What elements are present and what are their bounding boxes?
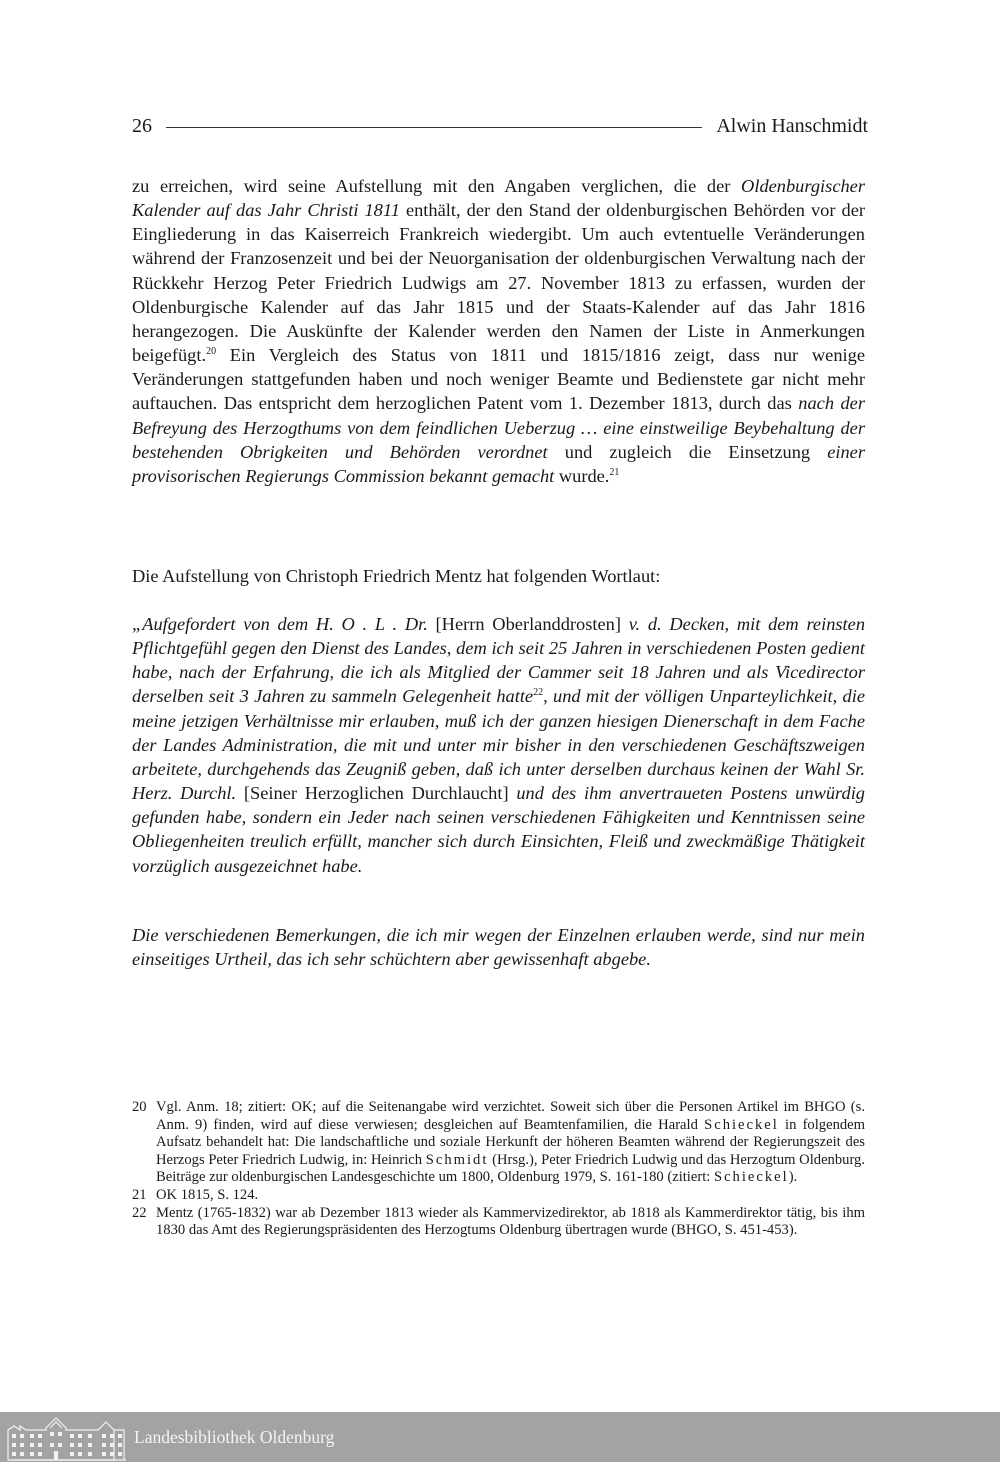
body-paragraph-2: Die Aufstellung von Christoph Friedrich Mentz hat folgenden Wortlaut: [132, 566, 661, 586]
text-run: in folgendem Aufsatz behandelt hat: Die landschaftliche und soziale Herkunft der höheren Beamten während der Regierungszeit des Herzogs Peter Friedrich Ludwig, in: Heinrich [156, 1116, 865, 1168]
quote-paragraph-1 [132, 612, 865, 878]
library-building-icon [6, 1414, 128, 1462]
quote-run: Die verschiedenen Bemerkungen, die ich mir wegen der Einzelnen erlauben werde, sind nur mein einseitiges Urtheil, das ich sehr schüchtern aber gewissenhaft abgebe. [132, 925, 865, 970]
footnote-ref-22[interactable]: 22 [533, 687, 544, 699]
footnote-text: OK 1815, S. 124. [156, 1186, 259, 1203]
footnote-ref-21[interactable]: 21 [609, 466, 620, 478]
italic-citation: Oldenburgischer Kalender auf das Jahr Christi 1811 [132, 176, 865, 221]
quote-paragraph-2 [132, 923, 865, 971]
text-run: Vgl. Anm. 18; zitiert: OK; auf die Seitenangabe wird verzichtet. Soweit sich über die Personen Artikel im BHGO (s. Anm. 9) finden, wird auf diese verwiesen; desgleichen auf Beamtenfamilien, die Harald [156, 1099, 865, 1133]
quote-run: und des ihm anvertraueten Postens unwürdig gefunden habe, sondern ein Jeder nach seinen verschiedenen Fähigkeiten und Kenntnissen seine Obliegenheiten treulich erfüllt, mancher sich durch Einsichten, Fleiß und zweckmäßige Thätigkeit vorzüglich ausgezeichnet habe. [132, 783, 866, 876]
text-run: ). [788, 1169, 798, 1186]
text-run: und zugleich die Einsetzung [547, 441, 828, 462]
author-name: Schmidt [425, 1151, 489, 1168]
page-number: 26 [132, 114, 152, 137]
quote-run: „Aufgefordert von dem H. O . L . Dr. [132, 614, 428, 634]
footnote-20 [132, 1099, 865, 1187]
text-run: Ein Vergleich des Status von 1811 und 1815/1816 zeigt, dass nur wenige Veränderungen stattgefunden haben und noch weniger Beamte und Bedienstete gar nicht mehr auftauchen. Das entspricht dem herzoglichen Patent vom 1. Dezember 1813, durch das [132, 345, 865, 414]
header-rule [166, 127, 702, 128]
library-footer-band [0, 1412, 1000, 1462]
footnote-text: Mentz (1765-1832) war ab Dezember 1813 wieder als Kammervizedirektor, ab 1818 als Kammerdirektor tätig, bis ihm 1830 das Amt des Regierungspräsidenten des Herzogtums Oldenburg übertragen wurde (BHGO, S. 451-453). [156, 1204, 865, 1239]
editorial-insert: [Herrn Oberlanddrosten] [427, 614, 629, 634]
footnote-22 [132, 1205, 865, 1240]
footnote-21 [132, 1187, 865, 1205]
text-run: zu erreichen, wird seine Aufstellung mit den Angaben verglichen, die der [132, 176, 742, 196]
footnote-text [156, 1099, 865, 1187]
text-run: (Hrsg.), Peter Friedrich Ludwig und das Herzogtum Oldenburg. Beiträge zur oldenburgischen Landesgeschichte um 1800, Oldenburg 1979, S. 161-180 (zitiert: [156, 1151, 865, 1186]
editorial-insert: [Seiner Herzoglichen Durchlaucht] [236, 783, 517, 804]
footnote-number: 22 [132, 1204, 147, 1221]
quote-run: v. d. Decken, mit dem reinsten Pflichtgefühl gegen den Dienst des Landes, dem ich seit 25 Jahren in verschiedenen Posten gedient habe, nach der Erfahrung, die ich als Mitglied der Cammer seit 18 Jahren und als Vicedirector derselben seit 3 Jahren zu sammeln Gelegenheit hatte [132, 614, 866, 707]
text-run: enthält, der den Stand der oldenburgischen Behörden vor der Eingliederung in das Kaiserreich Frankreich wiedergibt. Um auch evtentuelle Veränderungen während der Franzosenzeit und bei der Neuorganisation der oldenburgischen Verwaltung nach der Rückkehr Herzog Peter Friedrich Ludwigs am 27. November 1813 zu erfassen, wurden der Oldenburgische Kalender auf das Jahr 1815 und der Staats-Kalender auf das Jahr 1816 herangezogen. Die Auskünfte der Kalender werden den Namen der Liste in Anmerkungen beigefügt. [132, 200, 865, 366]
footnote-ref-20[interactable]: 20 [206, 345, 217, 357]
running-head-author: Alwin Hanschmidt [716, 114, 868, 137]
footnote-number: 20 [132, 1099, 147, 1115]
footnote-number: 21 [132, 1186, 147, 1203]
running-header [132, 113, 868, 139]
text-run: wurde. [554, 465, 610, 486]
library-name: Landesbibliothek Oldenburg [134, 1426, 335, 1447]
author-name: Schieckel [704, 1116, 779, 1133]
quote-run: , und mit der völligen Unparteylichkeit, die meine jetzigen Verhältnisse mir erlauben, muß ich der ganzen hiesigen Dienerschaft in dem Fache der Landes Administration, die mit und unter mir bisher in den verschiedenen Geschäftszweigen arbeitete, durchgehends das Zeugniß geben, daß ich unter derselben durchaus keinen der Wahl Sr. Herz. Durchl. [132, 686, 865, 804]
italic-citation: nach der Befreyung des Herzogthums von dem feindlichen Ueberzug … eine einstweilige Beybehaltung der bestehenden Obrigkeiten und Behörden verordnet [132, 393, 866, 462]
italic-citation: einer provisorischen Regierungs Commission bekannt gemacht [132, 441, 865, 486]
footnotes [132, 1099, 865, 1240]
body-paragraph-1 [132, 174, 865, 488]
author-name: Schieckel [713, 1169, 789, 1186]
